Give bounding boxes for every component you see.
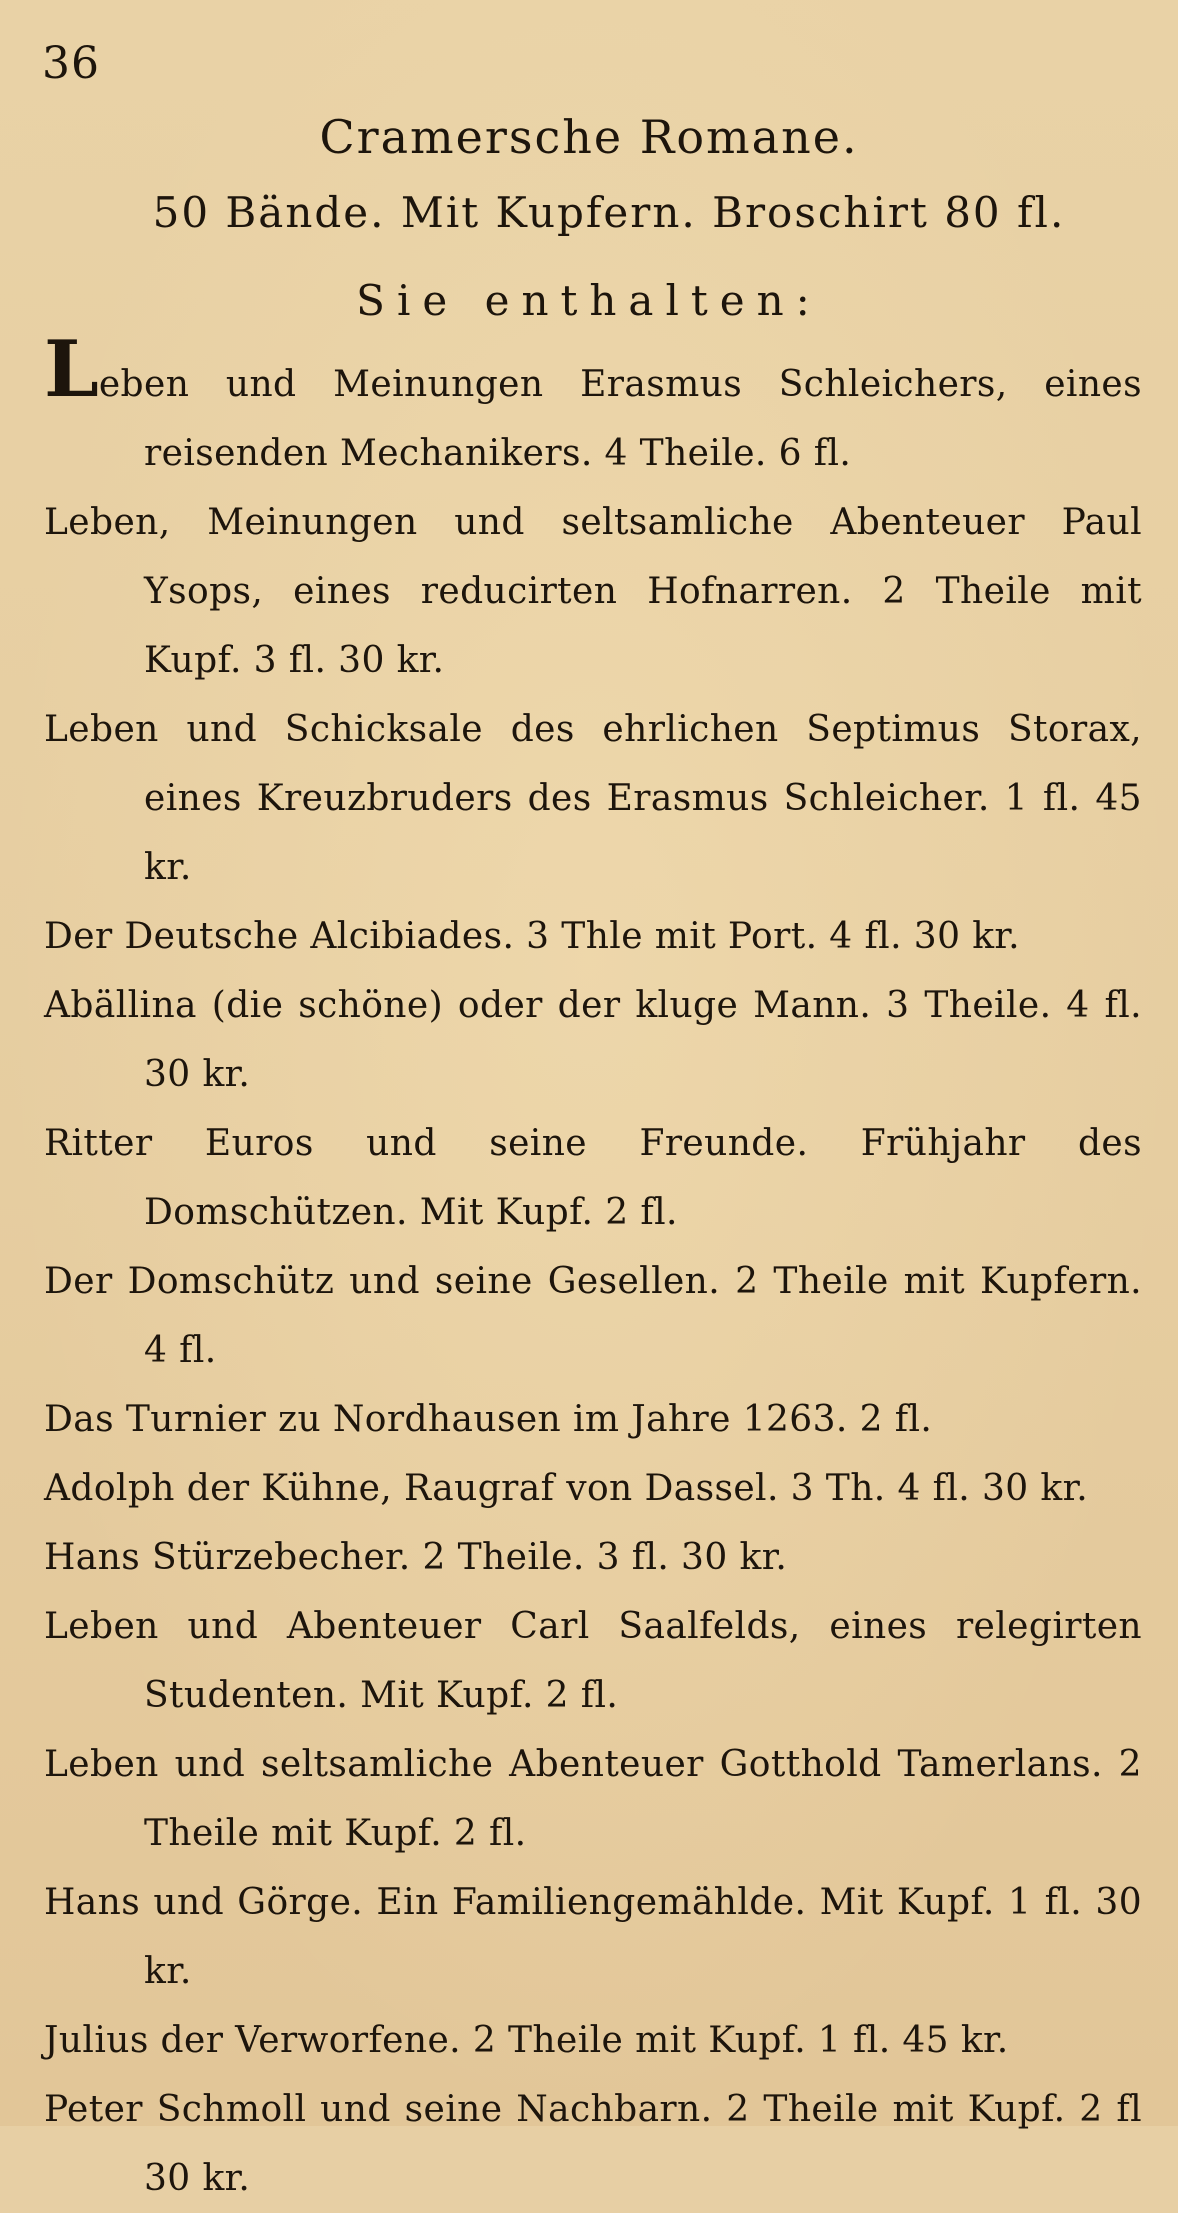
section-title: Cramersche Romane.: [319, 110, 859, 164]
page-number: 36: [42, 38, 100, 89]
catalog-entry: Adolph der Kühne, Raugraf von Dassel. 3 Th. 4 fl. 30 kr.: [44, 1468, 1089, 1509]
edition-note: 50 Bände. Mit Kupfern. Broschirt 80 fl.: [152, 188, 1066, 237]
catalog-entry: Peter Schmoll und seine Nachbarn. 2 Theile mit Kupf. 2 fl 30 kr.: [44, 2089, 1142, 2199]
contents-heading: Sie enthalten:: [356, 276, 822, 325]
catalog-entry: Julius der Verworfene. 2 Theile mit Kupf. 1 fl. 45 kr.: [44, 2020, 1009, 2061]
catalog-entry: Leben und Abenteuer Carl Saalfelds, eines relegirten Studenten. Mit Kupf. 2 fl.: [44, 1606, 1142, 1716]
catalog-entry: Ritter Euros und seine Freunde. Frühjahr des Domschützen. Mit Kupf. 2 fl.: [44, 1123, 1142, 1233]
catalog-entry: Leben, Meinungen und seltsamliche Abenteuer Paul Ysops, eines reducirten Hofnarren. 2 Theile mit Kupf. 3 fl. 30 kr.: [44, 502, 1142, 681]
catalog-entry: Der Deutsche Alcibiades. 3 Thle mit Port. 4 fl. 30 kr.: [44, 916, 1020, 957]
catalog-entry: Das Turnier zu Nordhausen im Jahre 1263. 2 fl.: [44, 1399, 933, 1440]
catalog-entry: Leben und Schicksale des ehrlichen Septimus Storax, eines Kreuzbruders des Erasmus Schleicher. 1 fl. 45 kr.: [44, 709, 1142, 888]
catalog-entry: Abällina (die schöne) oder der kluge Mann. 3 Theile. 4 fl. 30 kr.: [44, 985, 1142, 1095]
catalog-list: [44, 324, 1142, 2213]
catalog-entry: Der Domschütz und seine Gesellen. 2 Theile mit Kupfern. 4 fl.: [44, 1261, 1142, 1371]
entry-text: eben und Meinungen Erasmus Schleichers, eines reisenden Mechanikers. 4 Theile. 6 fl.: [98, 364, 1142, 474]
catalog-entry: [44, 324, 1142, 488]
catalog-entry: Leben und seltsamliche Abenteuer Gotthold Tamerlans. 2 Theile mit Kupf. 2 fl.: [44, 1744, 1142, 1854]
catalog-entry: Hans und Görge. Ein Familiengemählde. Mit Kupf. 1 fl. 30 kr.: [44, 1882, 1142, 1992]
drop-cap: L: [44, 324, 99, 415]
catalog-entry: Hans Stürzebecher. 2 Theile. 3 fl. 30 kr.: [44, 1537, 788, 1578]
